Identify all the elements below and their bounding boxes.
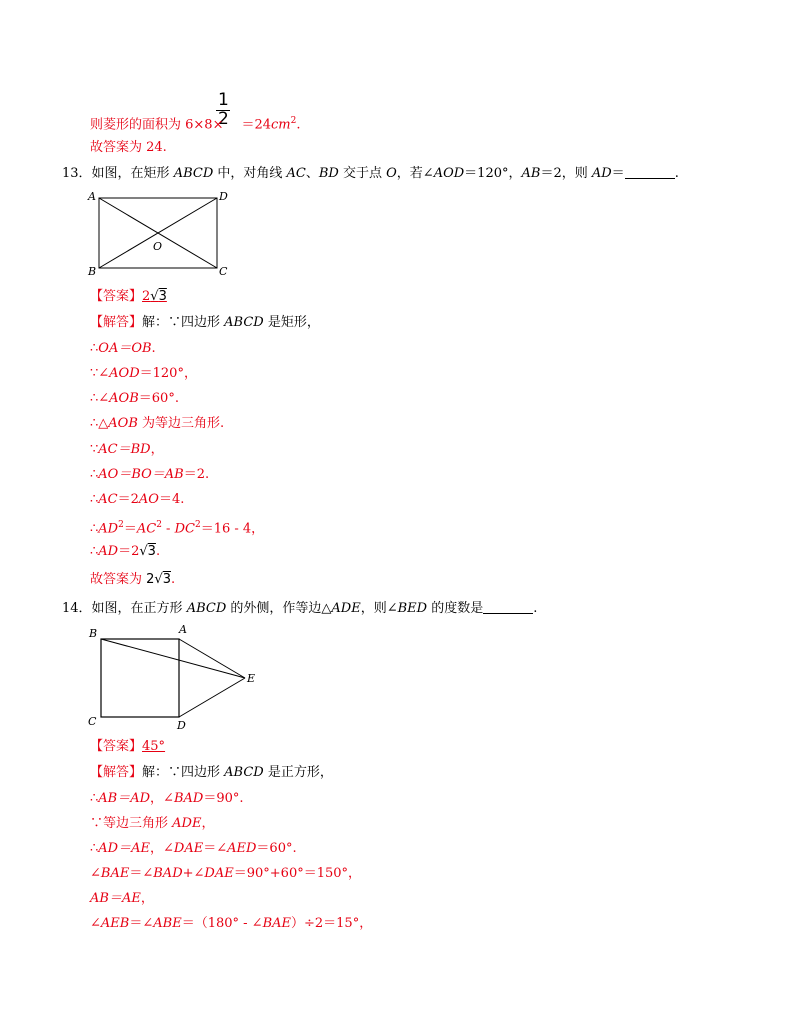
step-post: ，∠ [149,841,174,856]
solution-text: 解：∵四边形 [142,315,225,330]
fraction-denominator: 2 [218,109,229,129]
q13-final-answer [90,571,175,589]
step-post: ＝∠ [129,866,154,881]
label-e: E [247,672,256,685]
step-expr: AO＝BO＝AB [98,467,184,482]
step-expr: ADE [172,816,202,831]
step-pre: ∴ [90,341,99,356]
final-coef: 2 [146,572,155,587]
solution-var: ABCD [224,765,264,780]
top-final-answer: 故答案为 24. [90,140,167,155]
superscript: 2 [194,520,201,530]
area-end: . [296,117,301,133]
step-expr: BAE [100,866,130,881]
q13-text: 中，对角线 [213,166,287,181]
q13-step [90,491,184,509]
q13-var: BD [318,166,339,181]
q13-text: ＝120°， [464,166,522,181]
step-post: ）÷2＝15°， [291,916,373,931]
final-text: . [171,572,176,587]
step-pre: ∵ [90,442,99,457]
q14-text: ，则∠ [360,601,398,616]
q13-step [90,441,164,459]
q13-pythagoras [90,516,264,538]
label-b: B [88,265,97,278]
q13-var: O [386,166,397,181]
step-expr: AEB [100,916,130,931]
step-pre: ∵∠ [90,366,110,381]
step-pre: ∴ [90,467,99,482]
solution-label: 【解答】 [90,765,143,780]
q13-question [62,165,679,183]
step-post: +∠ [182,866,205,881]
q14-step [90,815,214,833]
step-post: ， [150,442,164,457]
label-c: C [219,265,228,278]
step-post: ＝120°， [139,366,197,381]
q13-text: 交于点 [338,166,387,181]
superscript: 2 [156,520,162,530]
step-post: ＝90°. [203,791,244,806]
step-expr: BAD [173,791,204,806]
q14-step [90,915,372,933]
step-expr: DAE [173,841,204,856]
step-post: ， [140,891,154,906]
q13-var: AD [591,166,612,181]
step-pre: ∠ [90,866,101,881]
q14-text: 的度数是 [427,601,484,616]
final-text: 故答案为 [90,572,147,587]
q13-text: 如图，在矩形 [91,166,174,181]
q14-answer [90,738,165,756]
sqrt-icon: √3 [154,572,171,587]
step-post: ＝60°. [138,391,179,406]
answer-label: 【答案】 [90,289,143,304]
q13-step [90,415,224,433]
q14-number: 14． [62,601,92,616]
q13-step [90,390,179,408]
step-pre: ∵等边三角形 [90,816,173,831]
q14-solution-head [90,764,333,782]
step-expr: ABE [153,916,182,931]
step-expr: AD [98,544,119,559]
area-unit: cm [271,117,291,133]
step-pre: ∴△ [90,416,109,431]
segment-ae [179,639,245,678]
step-post: ＝16 - 4， [200,521,265,537]
q14-question [62,600,537,618]
solution-label: 【解答】 [90,315,143,330]
q13-var: AB [521,166,541,181]
step-post: ＝60°. [256,841,297,856]
step-expr: AB＝AD [98,791,151,806]
step-post: . [151,341,156,356]
q14-step [90,840,297,858]
step-pre: ∴ [90,544,99,559]
q13-var: ABCD [173,166,214,181]
label-o: O [153,240,163,253]
q13-text: ＝ [611,166,625,181]
label-d: D [219,190,228,203]
step-pre: ∴ [90,521,99,537]
step-expr: AB＝AE [90,891,141,906]
answer-value [142,289,167,304]
label-b: B [89,627,98,640]
rectangle-figure [85,188,235,280]
q13-text: 、 [305,166,319,181]
sqrt-icon: √3 [150,289,167,304]
q13-number: 13． [62,166,92,181]
answer-blank [625,165,675,179]
q14-step [90,790,244,808]
step-post: ＝ [123,521,137,537]
q14-var: ABCD [186,601,227,616]
step-expr: BAE [262,916,291,931]
step-post: ＝2 [117,492,139,507]
q13-text: . [674,166,679,181]
label-c: C [88,715,97,728]
step-expr: AOD [109,366,140,381]
step-pre: ∴ [90,791,99,806]
step-expr: AC [136,521,157,537]
step-post: 为等边三角形. [137,416,225,431]
step-pre: ∴ [90,492,99,507]
fraction-numerator: 1 [218,90,229,110]
solution-text: 解：∵四边形 [142,765,225,780]
radicand: 3 [158,289,167,304]
step-expr: AC [98,492,118,507]
step-expr: AED [227,841,257,856]
q14-text: . [533,601,538,616]
step-expr: DAE [204,866,234,881]
step-post: . [155,544,161,559]
step-post: ＝（180° - ∠ [181,916,263,931]
step-pre: ∴∠ [90,391,110,406]
step-post: ＝2 [118,544,140,559]
step-expr: AO [138,492,159,507]
q13-answer [90,288,167,306]
step-post: ＝4. [158,492,185,507]
step-expr: AD [98,521,119,537]
q13-var: AC [286,166,306,181]
step-post: ， [201,816,215,831]
q14-var: ADE [331,601,361,616]
label-d: D [177,719,186,732]
sqrt-icon: √3 [139,544,156,559]
step-expr: DC [174,521,195,537]
step-post: ＝∠ [129,916,154,931]
area-exp: 2 [290,116,297,126]
q13-solution-head [90,314,320,332]
step-pre: ∠ [90,916,101,931]
step-pre: ∴ [90,841,99,856]
q14-var: BED [397,601,428,616]
solution-var: ABCD [224,315,264,330]
step-post: - [161,521,175,537]
step-expr: AC＝BD [98,442,151,457]
q13-result [90,543,160,561]
step-expr: BAD [153,866,183,881]
q13-text: ＝2，则 [540,166,592,181]
segment-de [179,678,245,717]
radicand: 3 [147,544,156,559]
segment-be [101,639,245,678]
answer-label: 【答案】 [90,739,143,754]
area-suffix: ＝24 [241,117,272,133]
step-expr: AOB [108,416,138,431]
step-expr: OA＝OB [98,341,152,356]
answer-blank [483,600,533,614]
radicand: 3 [162,572,171,587]
q13-var: AOD [433,166,465,181]
step-post: ＝2. [183,467,210,482]
step-post: ＝90°+60°＝150°， [233,866,362,881]
superscript: 2 [118,520,124,530]
step-expr: AOB [109,391,139,406]
label-a: A [88,190,96,203]
area-prefix: 则菱形的面积为 6×8× [90,117,224,133]
q14-text: 如图，在正方形 [91,601,187,616]
q13-step [90,466,209,484]
square-abcd [101,639,179,717]
q13-text: ，若∠ [396,166,434,181]
label-a: A [179,623,187,636]
solution-text: 是正方形， [263,765,333,780]
q14-step [90,890,154,908]
solution-text: 是矩形， [263,315,320,330]
answer-coef: 2 [142,289,151,304]
q14-step [90,865,361,883]
step-post: ＝∠ [203,841,228,856]
step-post: ，∠ [150,791,174,806]
area-line [90,112,301,134]
step-expr: AD＝AE [98,841,150,856]
q14-text: 的外侧，作等边△ [226,601,332,616]
q13-step [90,365,197,383]
answer-value: 45° [142,739,166,754]
q13-step [90,340,156,358]
square-figure [85,623,265,733]
